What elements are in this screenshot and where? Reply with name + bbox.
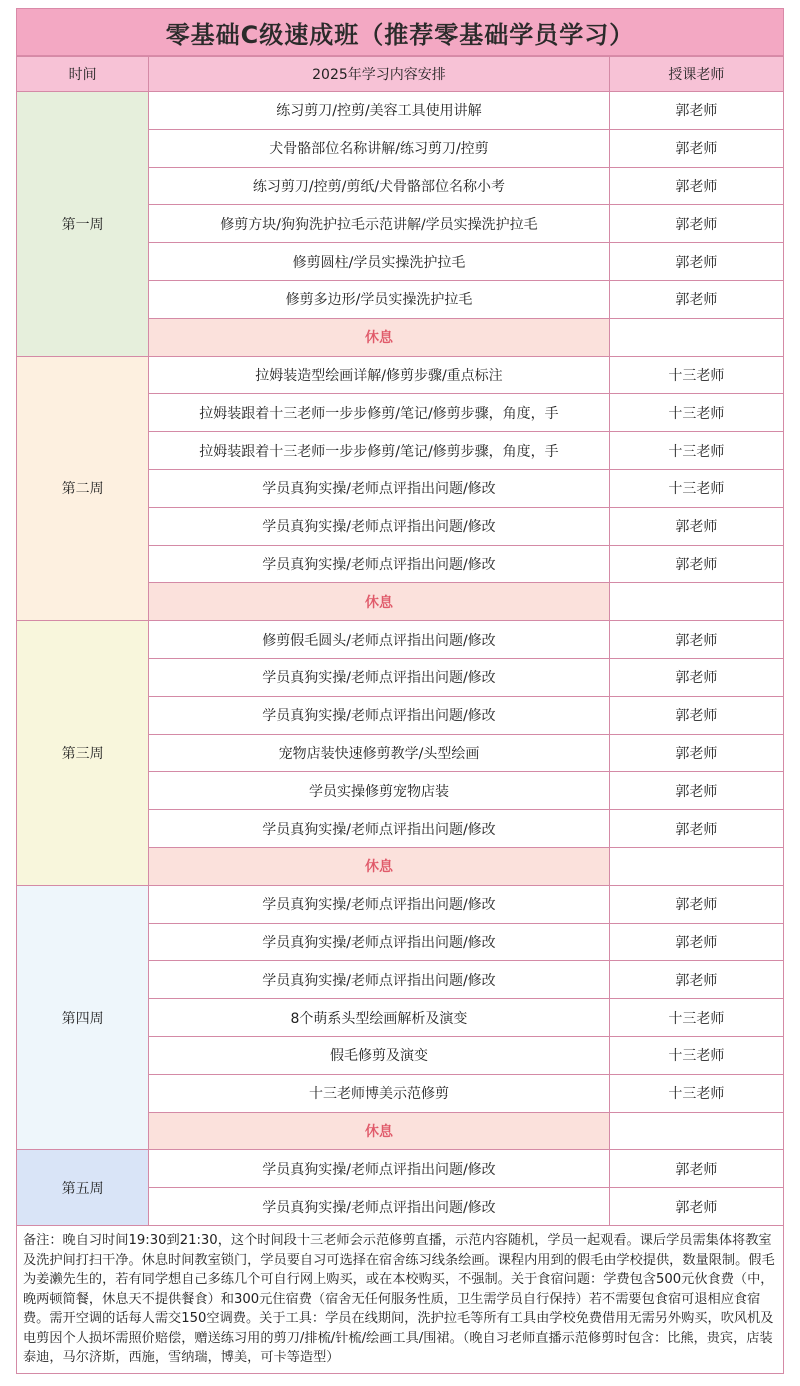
- header-content: 2025年学习内容安排: [149, 57, 610, 92]
- content-cell: 学员真狗实操/老师点评指出问题/修改: [149, 810, 610, 848]
- table-row: [17, 621, 784, 659]
- teacher-cell: 郭老师: [609, 167, 783, 205]
- teacher-cell: 十三老师: [609, 469, 783, 507]
- week-label: 第一周: [17, 92, 149, 357]
- content-cell: 学员实操修剪宠物店装: [149, 772, 610, 810]
- week-label: 第四周: [17, 885, 149, 1150]
- rest-cell: 休息: [149, 583, 610, 621]
- week-label: 第二周: [17, 356, 149, 621]
- content-cell: 学员真狗实操/老师点评指出问题/修改: [149, 961, 610, 999]
- teacher-cell: 十三老师: [609, 1074, 783, 1112]
- teacher-cell: 郭老师: [609, 280, 783, 318]
- note-text: 备注：晚自习时间19:30到21:30，这个时间段十三老师会示范修剪直播，示范内容随机，学员一起观看。课后学员需集体将教室及洗护间打扫干净。休息时间教室锁门，学员要自习可选择在宿舍练习线条绘画。课程内用到的假毛由学校提供，数量限制。假毛为姜濑先生的，若有同学想自己多练几个可自行网上购买，或在本校购买，不强制。关于食宿问题：学费包含500元伙食费（中，晚两顿简餐，休息天不提供餐食）和300元住宿费（宿舍无任何服务性质，卫生需学员自行保持）若不需要包食宿可退相应食宿费。需开空调的话每人需交150空调费。关于工具：学员在线期间，洗护拉毛等所有工具由学校免费借用无需另外购买，吹风机及电剪因个人损坏需照价赔偿，赠送练习用的剪刀/排梳/针梳/绘画工具/围裙。（晚自习老师直播示范修剪时包含：比熊，贵宾，店装泰迪，马尔济斯，西施，雪纳瑞，博美，可卡等造型）: [16, 1226, 784, 1374]
- table-row: [17, 1150, 784, 1188]
- page-title: 零基础C级速成班（推荐零基础学员学习）: [16, 8, 784, 56]
- content-cell: 修剪多边形/学员实操洗护拉毛: [149, 280, 610, 318]
- teacher-cell: 郭老师: [609, 885, 783, 923]
- teacher-cell: 十三老师: [609, 1036, 783, 1074]
- content-cell: 练习剪刀/控剪/剪纸/犬骨骼部位名称小考: [149, 167, 610, 205]
- teacher-cell: 郭老师: [609, 658, 783, 696]
- teacher-cell: 郭老师: [609, 1188, 783, 1226]
- content-cell: 十三老师博美示范修剪: [149, 1074, 610, 1112]
- content-cell: 学员真狗实操/老师点评指出问题/修改: [149, 1150, 610, 1188]
- teacher-cell: 郭老师: [609, 92, 783, 130]
- rest-cell: 休息: [149, 318, 610, 356]
- teacher-cell: [609, 847, 783, 885]
- teacher-cell: 郭老师: [609, 923, 783, 961]
- content-cell: 学员真狗实操/老师点评指出问题/修改: [149, 696, 610, 734]
- week-label: 第三周: [17, 621, 149, 886]
- content-cell: 假毛修剪及演变: [149, 1036, 610, 1074]
- content-cell: 学员真狗实操/老师点评指出问题/修改: [149, 885, 610, 923]
- content-cell: 拉姆装跟着十三老师一步步修剪/笔记/修剪步骤，角度，手: [149, 394, 610, 432]
- teacher-cell: 十三老师: [609, 394, 783, 432]
- content-cell: 学员真狗实操/老师点评指出问题/修改: [149, 923, 610, 961]
- rest-cell: 休息: [149, 1112, 610, 1150]
- teacher-cell: 郭老师: [609, 129, 783, 167]
- teacher-cell: 郭老师: [609, 621, 783, 659]
- teacher-cell: 郭老师: [609, 1150, 783, 1188]
- content-cell: 8个萌系头型绘画解析及演变: [149, 999, 610, 1037]
- content-cell: 拉姆装跟着十三老师一步步修剪/笔记/修剪步骤，角度，手: [149, 432, 610, 470]
- content-cell: 修剪假毛圆头/老师点评指出问题/修改: [149, 621, 610, 659]
- teacher-cell: 郭老师: [609, 734, 783, 772]
- header-time: 时间: [17, 57, 149, 92]
- content-cell: 拉姆装造型绘画详解/修剪步骤/重点标注: [149, 356, 610, 394]
- table-row: [17, 356, 784, 394]
- header-teacher: 授课老师: [609, 57, 783, 92]
- content-cell: 宠物店装快速修剪教学/头型绘画: [149, 734, 610, 772]
- content-cell: 修剪圆柱/学员实操洗护拉毛: [149, 243, 610, 281]
- teacher-cell: 十三老师: [609, 999, 783, 1037]
- teacher-cell: 郭老师: [609, 810, 783, 848]
- teacher-cell: 郭老师: [609, 545, 783, 583]
- content-cell: 学员真狗实操/老师点评指出问题/修改: [149, 658, 610, 696]
- teacher-cell: [609, 318, 783, 356]
- teacher-cell: 郭老师: [609, 243, 783, 281]
- content-cell: 学员真狗实操/老师点评指出问题/修改: [149, 469, 610, 507]
- content-cell: 学员真狗实操/老师点评指出问题/修改: [149, 545, 610, 583]
- content-cell: 犬骨骼部位名称讲解/练习剪刀/控剪: [149, 129, 610, 167]
- teacher-cell: 十三老师: [609, 356, 783, 394]
- content-cell: 练习剪刀/控剪/美容工具使用讲解: [149, 92, 610, 130]
- teacher-cell: 郭老师: [609, 696, 783, 734]
- schedule-sheet: [16, 8, 784, 1374]
- schedule-table: [16, 56, 784, 1226]
- header-row: [17, 57, 784, 92]
- teacher-cell: 十三老师: [609, 432, 783, 470]
- teacher-cell: 郭老师: [609, 961, 783, 999]
- week-label: 第五周: [17, 1150, 149, 1226]
- teacher-cell: 郭老师: [609, 507, 783, 545]
- teacher-cell: [609, 1112, 783, 1150]
- content-cell: 学员真狗实操/老师点评指出问题/修改: [149, 1188, 610, 1226]
- teacher-cell: 郭老师: [609, 205, 783, 243]
- rest-cell: 休息: [149, 847, 610, 885]
- content-cell: 修剪方块/狗狗洗护拉毛示范讲解/学员实操洗护拉毛: [149, 205, 610, 243]
- table-row: [17, 885, 784, 923]
- teacher-cell: 郭老师: [609, 772, 783, 810]
- content-cell: 学员真狗实操/老师点评指出问题/修改: [149, 507, 610, 545]
- schedule-body: [17, 92, 784, 1226]
- table-row: [17, 92, 784, 130]
- teacher-cell: [609, 583, 783, 621]
